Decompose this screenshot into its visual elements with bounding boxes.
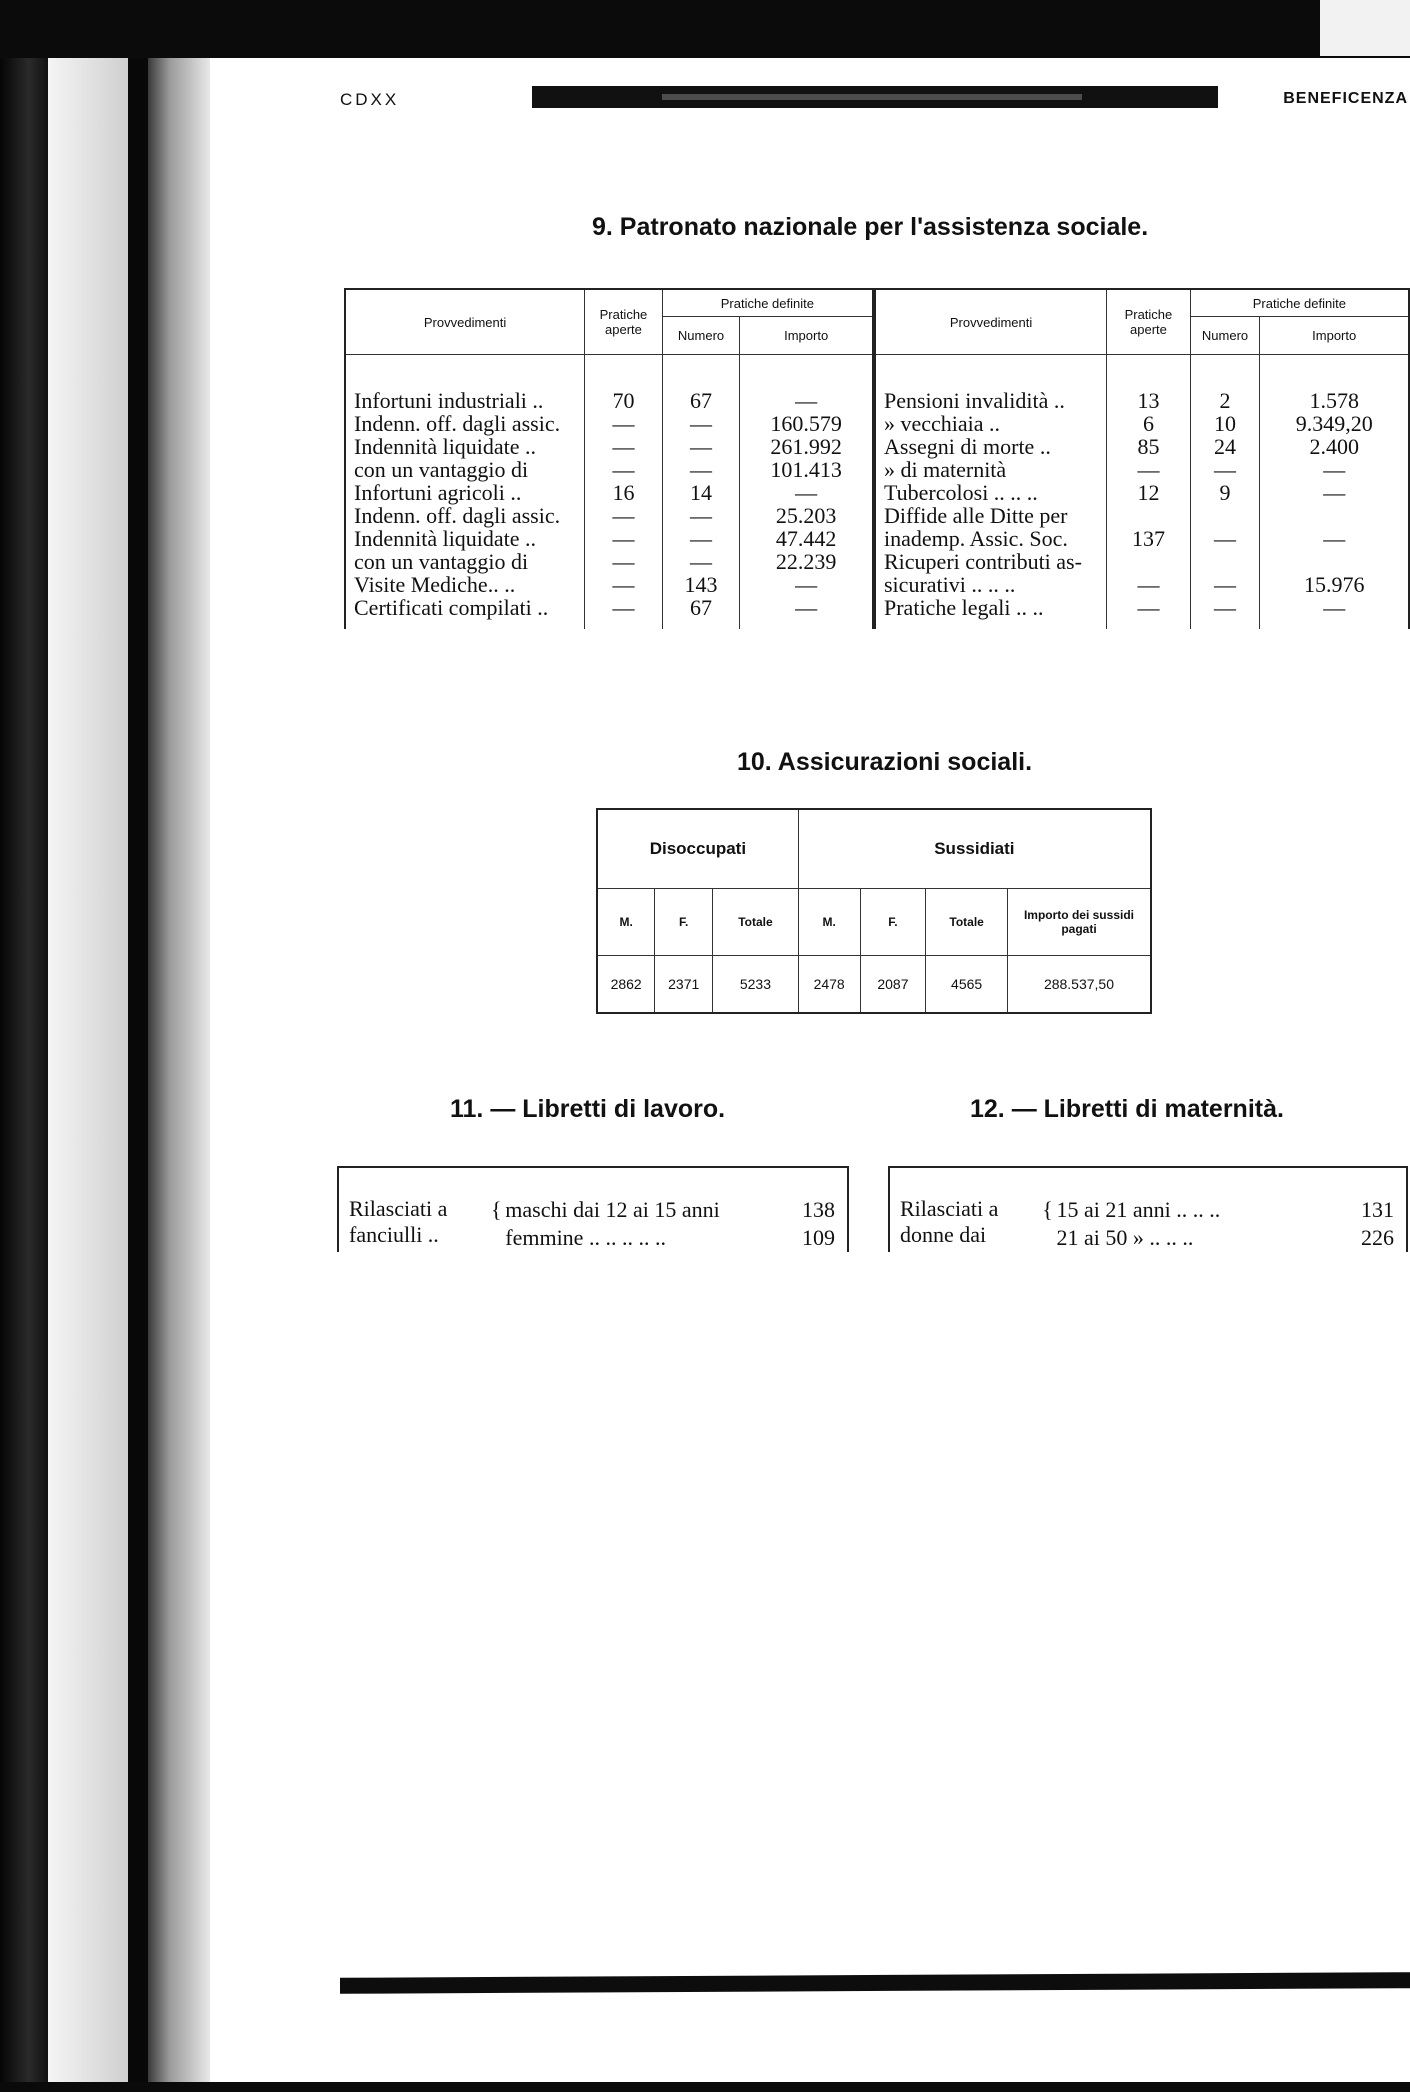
cell-pratiche-aperte: 137 [1107,527,1191,550]
header-ornament [532,86,1218,108]
col-header-provvedimenti: Provvedimenti [875,289,1107,355]
table-row [875,458,1409,481]
table-row [875,596,1409,619]
cell-provvedimento: Indennità liquidate .. [345,435,585,458]
scan-left-shadow [0,58,48,2092]
spacer-cell [585,355,663,390]
section-11-title: 11. — Libretti di lavoro. [450,1095,726,1123]
cell-pratiche-aperte: — [585,573,663,596]
cell-importo: — [740,596,873,619]
cell-provvedimento: Diffide alle Ditte per [875,504,1107,527]
cell-importo: 25.203 [740,504,873,527]
cell-importo: — [740,481,873,504]
cell-provvedimento: inademp. Assic. Soc. [875,527,1107,550]
scan-page-edge [48,58,128,2092]
spacer-cell [1260,619,1409,629]
value-importo-sussidi: 288.537,50 [1007,956,1151,1014]
value-sussidiati-m: 2478 [798,956,860,1014]
value-sussidiati-totale: 4565 [926,956,1008,1014]
table-row [875,550,1409,573]
col-header-importo: Importo [740,317,873,355]
cell-importo: — [1260,527,1409,550]
cell-provvedimento: Infortuni agricoli .. [345,481,585,504]
cell-importo: — [1260,596,1409,619]
spacer-cell [662,619,740,629]
cell-provvedimento: Tubercolosi .. .. .. [875,481,1107,504]
table-9-left [344,288,874,629]
scan-bottom-border [0,2082,1410,2092]
value-disoccupati-totale: 5233 [713,956,799,1014]
cell-provvedimento: con un vantaggio di [345,458,585,481]
cell-importo: 1.578 [1260,389,1409,412]
spacer-cell [345,355,585,390]
cell-provvedimento: Pratiche legali .. .. [875,596,1107,619]
subheader-disoccupati-f: F. [655,889,713,956]
cell-pratiche-aperte: — [1107,458,1191,481]
table-row [345,412,873,435]
cell-pratiche-aperte: — [585,458,663,481]
running-head: BENEFICENZA [1283,90,1408,107]
row-text-15-21: 15 ai 21 anni .. .. .. [1056,1197,1221,1222]
cell-pratiche-aperte: — [585,412,663,435]
table-11 [337,1166,849,1252]
cell-numero: 9 [1190,481,1260,504]
col-header-numero: Numero [662,317,740,355]
spacer-cell [1107,355,1191,390]
cell-provvedimento: Visite Mediche.. .. [345,573,585,596]
table-row [345,550,873,573]
spacer-cell [740,619,873,629]
cell-numero: — [1190,458,1260,481]
cell-numero [1190,550,1260,573]
scan-binding-shadow [128,58,148,2092]
cell-numero: 10 [1190,412,1260,435]
label-line-1: Rilasciati a [349,1196,448,1221]
col-header-importo: Importo [1260,317,1409,355]
row-value-21-50: 226 [1361,1225,1394,1250]
cell-importo [1260,504,1409,527]
row-value-maschi: 138 [802,1197,835,1222]
cell-importo: 101.413 [740,458,873,481]
row-text-21-50: 21 ai 50 » .. .. .. [1056,1225,1194,1250]
cell-numero: — [662,435,740,458]
table-row [345,596,873,619]
cell-provvedimento: Indenn. off. dagli assic. [345,412,585,435]
cell-numero: — [1190,596,1260,619]
subheader-importo-sussidi: Importo dei sussidi pagati [1007,889,1151,956]
cell-pratiche-aperte: — [585,550,663,573]
cell-numero: — [662,550,740,573]
cell-provvedimento: sicurativi .. .. .. [875,573,1107,596]
spacer-cell [1190,355,1260,390]
col-header-pratiche-aperte: Pratiche aperte [585,289,663,355]
group-header-disoccupati: Disoccupati [597,809,798,889]
label-line-2: fanciulli .. [349,1222,439,1247]
table-row [875,481,1409,504]
cell-pratiche-aperte [1107,504,1191,527]
cell-provvedimento: » vecchiaia .. [875,412,1107,435]
cell-numero: — [1190,573,1260,596]
cell-importo: 160.579 [740,412,873,435]
cell-provvedimento: Indenn. off. dagli assic. [345,504,585,527]
cell-provvedimento: con un vantaggio di [345,550,585,573]
cell-pratiche-aperte: — [1107,573,1191,596]
table-row [875,573,1409,596]
cell-pratiche-aperte: 6 [1107,412,1191,435]
table-row [345,435,873,458]
scan-top-border [0,0,1410,58]
cell-importo: 15.976 [1260,573,1409,596]
brace-icon: { [491,1197,502,1222]
label-line-1: Rilasciati a [900,1196,999,1221]
table-row [875,435,1409,458]
table-12 [888,1166,1408,1252]
spacer-cell [1107,619,1191,629]
cell-pratiche-aperte: 85 [1107,435,1191,458]
subheader-sussidiati-f: F. [860,889,926,956]
cell-provvedimento: Infortuni industriali .. [345,389,585,412]
spacer-cell [345,619,585,629]
spacer-cell [1190,619,1260,629]
spacer-row [875,619,1409,629]
cell-importo: — [740,573,873,596]
brace-icon: { [1042,1197,1053,1222]
cell-pratiche-aperte: 70 [585,389,663,412]
table-row [875,412,1409,435]
col-header-numero: Numero [1190,317,1260,355]
group-header-sussidiati: Sussidiati [798,809,1151,889]
cell-pratiche-aperte: 16 [585,481,663,504]
cell-importo [1260,550,1409,573]
row-text-maschi: maschi dai 12 ai 15 anni [505,1197,720,1222]
cell-numero: — [1190,527,1260,550]
cell-numero: 24 [1190,435,1260,458]
section-12-title: 12. — Libretti di maternità. [970,1095,1284,1123]
table-row [345,481,873,504]
cell-provvedimento: Indennità liquidate .. [345,527,585,550]
section-9-title: 9. Patronato nazionale per l'assistenza sociale. [592,213,1149,241]
cell-provvedimento: Pensioni invalidità .. [875,389,1107,412]
spacer-cell [585,619,663,629]
subheader-disoccupati-totale: Totale [713,889,799,956]
spacer-row [345,619,873,629]
spacer-cell [1260,355,1409,390]
label-line-2: donne dai [900,1222,987,1247]
cell-pratiche-aperte: 12 [1107,481,1191,504]
cell-pratiche-aperte: — [585,596,663,619]
spacer-cell [875,619,1107,629]
cell-pratiche-aperte: — [585,435,663,458]
table-row [345,527,873,550]
table-row [345,573,873,596]
section-10-title: 10. Assicurazioni sociali. [737,748,1033,776]
cell-numero: — [662,458,740,481]
value-sussidiati-f: 2087 [860,956,926,1014]
cell-pratiche-aperte: — [585,527,663,550]
spacer-row [345,355,873,390]
table-row [875,504,1409,527]
cell-importo: 9.349,20 [1260,412,1409,435]
cell-pratiche-aperte: — [585,504,663,527]
scan-gutter [148,58,210,2092]
value-disoccupati-f: 2371 [655,956,713,1014]
label-rilasciati-donne [889,1167,1039,1252]
col-header-provvedimenti: Provvedimenti [345,289,585,355]
table-row [345,389,873,412]
row-value-15-21: 131 [1361,1197,1394,1222]
cell-provvedimento: Ricuperi contributi as- [875,550,1107,573]
table-row [345,458,873,481]
cell-pratiche-aperte: 13 [1107,389,1191,412]
cell-numero: 14 [662,481,740,504]
cell-importo: 261.992 [740,435,873,458]
cell-pratiche-aperte: — [1107,596,1191,619]
cell-importo: 22.239 [740,550,873,573]
cell-numero: — [662,527,740,550]
cell-numero [1190,504,1260,527]
spacer-cell [662,355,740,390]
table-row [345,504,873,527]
table-row [875,527,1409,550]
cell-importo: 47.442 [740,527,873,550]
table-row [875,389,1409,412]
subheader-disoccupati-m: M. [597,889,655,956]
value-disoccupati-m: 2862 [597,956,655,1014]
subheader-sussidiati-totale: Totale [926,889,1008,956]
table-9-right [874,288,1410,629]
spacer-cell [740,355,873,390]
cell-importo: — [1260,458,1409,481]
scan-top-notch [1320,0,1410,56]
table-10 [596,808,1152,1014]
cell-provvedimento: Certificati compilati .. [345,596,585,619]
cell-numero: — [662,412,740,435]
col-header-pratiche-definite: Pratiche definite [662,289,873,317]
cell-provvedimento: Assegni di morte .. [875,435,1107,458]
cell-importo: — [740,389,873,412]
cell-importo: 2.400 [1260,435,1409,458]
cell-pratiche-aperte [1107,550,1191,573]
cell-provvedimento: » di maternità [875,458,1107,481]
col-header-pratiche-definite: Pratiche definite [1190,289,1409,317]
cell-numero: 67 [662,389,740,412]
label-rilasciati-fanciulli [338,1167,487,1252]
cell-numero: 143 [662,573,740,596]
col-header-pratiche-aperte: Pratiche aperte [1107,289,1191,355]
row-text-femmine: femmine .. .. .. .. .. [505,1225,666,1250]
page-number: CDXX [340,90,400,109]
cell-numero: 2 [1190,389,1260,412]
cell-numero: — [662,504,740,527]
spacer-row [875,355,1409,390]
spacer-cell [875,355,1107,390]
cell-numero: 67 [662,596,740,619]
row-value-femmine: 109 [802,1225,835,1250]
subheader-sussidiati-m: M. [798,889,860,956]
cell-importo: — [1260,481,1409,504]
